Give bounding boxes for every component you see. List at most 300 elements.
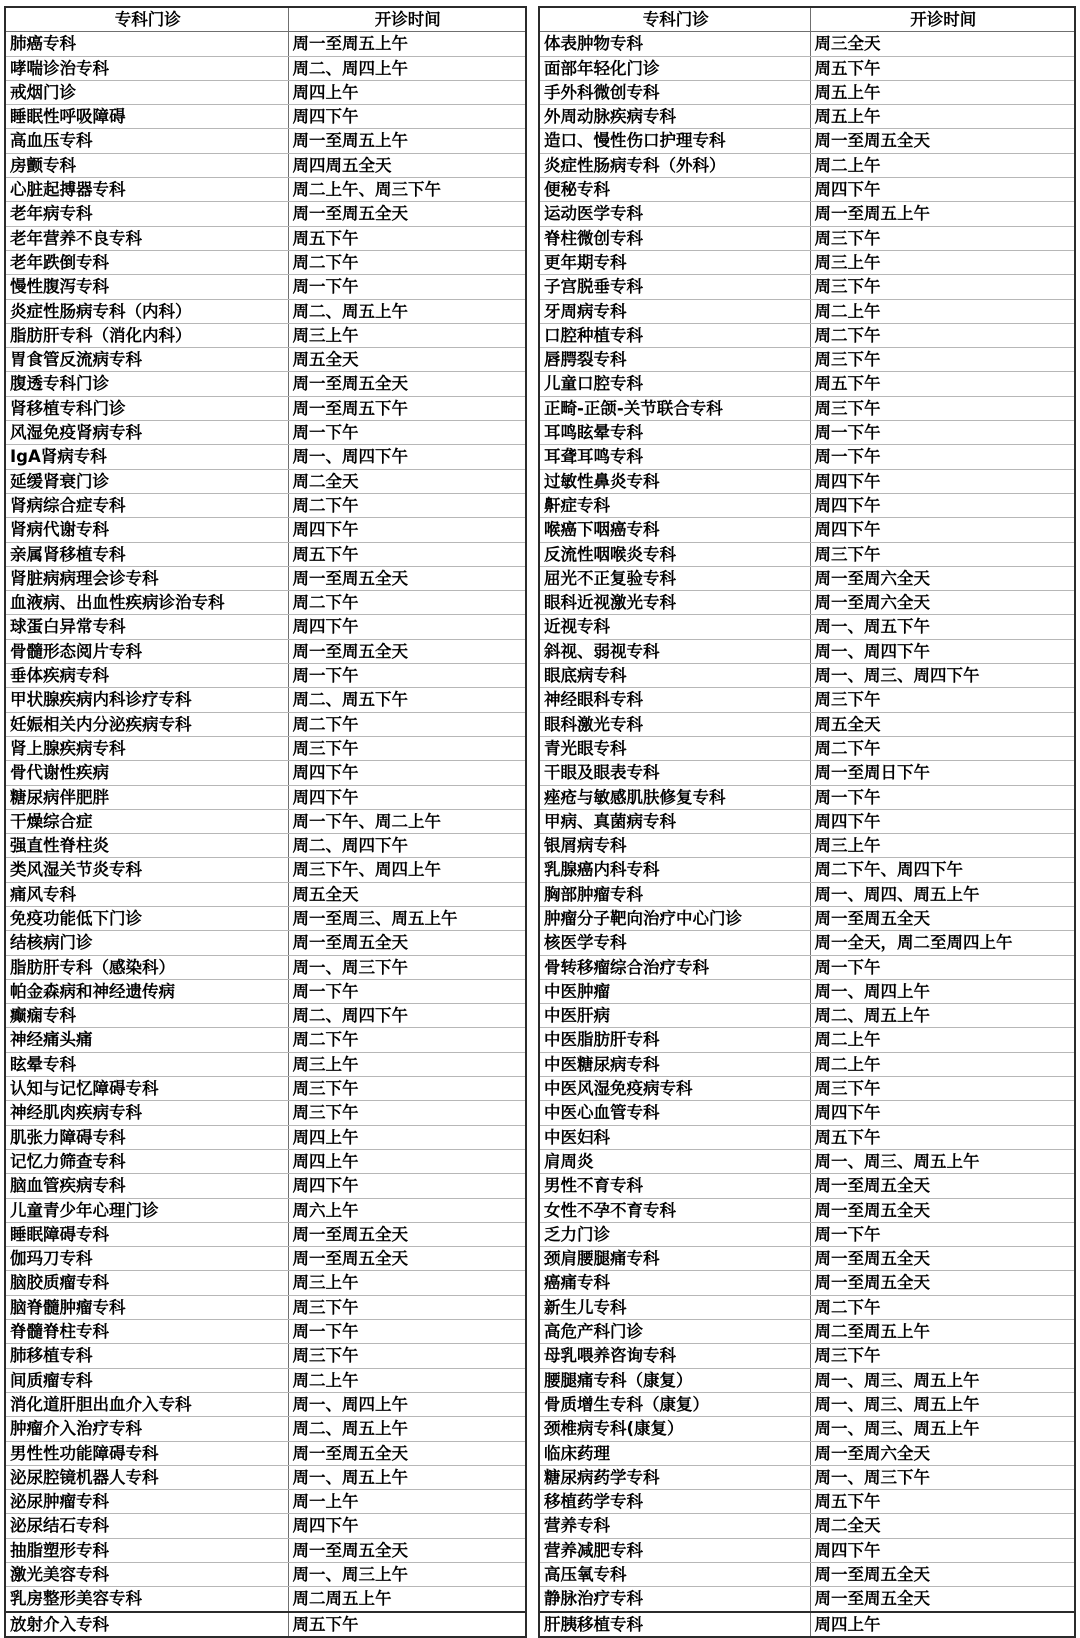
clinic-time-cell: 周五下午 [810,372,1074,396]
clinic-name-cell: 男性不育专科 [540,1174,810,1198]
table-row [540,1441,1074,1465]
clinic-name-cell: 癫痫专科 [6,1004,288,1028]
clinic-time-cell: 周二、周五上午 [288,299,525,323]
left-table-body [6,32,525,1636]
clinic-name-cell: 腹透专科门诊 [6,372,288,396]
clinic-time-cell: 周一下午 [810,1222,1074,1246]
column-header-time: 开诊时间 [288,8,525,32]
clinic-name-cell: 泌尿结石专科 [6,1514,288,1538]
clinic-time-cell: 周二上午 [288,1368,525,1392]
clinic-name-cell: 干燥综合症 [6,809,288,833]
clinic-name-cell: 炎症性肠病专科（内科） [6,299,288,323]
table-row [6,834,525,858]
table-row [540,639,1074,663]
table-row [6,202,525,226]
clinic-time-cell: 周一、周三、周四下午 [810,664,1074,688]
clinic-time-cell: 周三下午 [810,1344,1074,1368]
table-row [6,421,525,445]
table-row [6,1612,525,1636]
table-row [540,1320,1074,1344]
clinic-time-cell: 周一下午 [810,421,1074,445]
clinic-time-cell: 周三上午 [810,834,1074,858]
header-row [540,8,1074,32]
table-row [6,809,525,833]
clinic-name-cell: 肿瘤介入治疗专科 [6,1417,288,1441]
clinic-name-cell: 中医肝病 [540,1004,810,1028]
clinic-name-cell: 间质瘤专科 [6,1368,288,1392]
clinic-time-cell: 周五下午 [288,542,525,566]
clinic-name-cell: 脑胶质瘤专科 [6,1271,288,1295]
clinic-time-cell: 周三上午 [288,323,525,347]
table-row [6,396,525,420]
clinic-name-cell: 肾上腺疾病专科 [6,736,288,760]
clinic-time-cell: 周四下午 [810,518,1074,542]
clinic-time-cell: 周四下午 [810,809,1074,833]
table-row [540,1052,1074,1076]
clinic-name-cell: 耳鸣眩晕专科 [540,421,810,445]
clinic-name-cell: 静脉治疗专科 [540,1587,810,1612]
left-schedule-table [6,8,525,1636]
clinic-name-cell: 老年跌倒专科 [6,250,288,274]
table-row [540,299,1074,323]
table-row [6,1563,525,1587]
clinic-name-cell: 鼾症专科 [540,493,810,517]
clinic-time-cell: 周一至周五全天 [810,906,1074,930]
clinic-time-cell: 周一、周三下午 [810,1465,1074,1489]
clinic-name-cell: 激光美容专科 [6,1563,288,1587]
clinic-time-cell: 周一至周五全天 [810,1271,1074,1295]
clinic-time-cell: 周一至周五全天 [810,129,1074,153]
clinic-name-cell: 中医妇科 [540,1125,810,1149]
clinic-name-cell: 延缓肾衰门诊 [6,469,288,493]
clinic-time-cell: 周二、周四上午 [288,56,525,80]
clinic-time-cell: 周四上午 [288,80,525,104]
table-row [540,275,1074,299]
table-row [6,906,525,930]
clinic-time-cell: 周一下午 [810,785,1074,809]
clinic-time-cell: 周一上午 [288,1490,525,1514]
clinic-name-cell: 慢性腹泻专科 [6,275,288,299]
clinic-time-cell: 周四上午 [810,1612,1074,1636]
table-row [540,1295,1074,1319]
clinic-name-cell: 抽脂塑形专科 [6,1538,288,1562]
table-row [6,323,525,347]
clinic-time-cell: 周二上午、周三下午 [288,178,525,202]
clinic-time-cell: 周四下午 [810,178,1074,202]
clinic-name-cell: 反流性咽喉炎专科 [540,542,810,566]
clinic-name-cell: 眼科近视激光专科 [540,591,810,615]
clinic-time-cell: 周二下午 [810,1295,1074,1319]
clinic-time-cell: 周一、周四下午 [810,639,1074,663]
clinic-name-cell: 营养减肥专科 [540,1538,810,1562]
clinic-time-cell: 周三下午 [288,1295,525,1319]
clinic-name-cell: 眩晕专科 [6,1052,288,1076]
table-row [6,1465,525,1489]
clinic-time-cell: 周一至周六全天 [810,1441,1074,1465]
table-row [540,931,1074,955]
clinic-name-cell: 儿童青少年心理门诊 [6,1198,288,1222]
clinic-time-cell: 周五下午 [288,226,525,250]
table-row [540,615,1074,639]
clinic-name-cell: 高血压专科 [6,129,288,153]
table-row [540,372,1074,396]
clinic-time-cell: 周五下午 [288,1612,525,1636]
clinic-name-cell: 乏力门诊 [540,1222,810,1246]
clinic-name-cell: 喉癌下咽癌专科 [540,518,810,542]
table-row [540,1612,1074,1636]
table-row [540,396,1074,420]
clinic-time-cell: 周三下午 [810,688,1074,712]
clinic-time-cell: 周一、周三、周五上午 [810,1417,1074,1441]
clinic-name-cell: 老年病专科 [6,202,288,226]
table-row [540,1198,1074,1222]
table-row [6,153,525,177]
clinic-name-cell: IgA肾病专科 [6,445,288,469]
table-row [540,955,1074,979]
table-row [540,469,1074,493]
clinic-time-cell: 周四下午 [288,761,525,785]
table-row [6,518,525,542]
clinic-name-cell: 胃食管反流病专科 [6,348,288,372]
clinic-name-cell: 血液病、出血性疾病诊治专科 [6,591,288,615]
clinic-time-cell: 周三下午、周四上午 [288,858,525,882]
clinic-time-cell: 周一至周五全天 [810,1563,1074,1587]
table-row [540,421,1074,445]
clinic-name-cell: 造口、慢性伤口护理专科 [540,129,810,153]
clinic-name-cell: 牙周病专科 [540,299,810,323]
clinic-time-cell: 周一下午 [810,445,1074,469]
clinic-name-cell: 房颤专科 [6,153,288,177]
clinic-time-cell: 周三下午 [288,1101,525,1125]
table-row [6,1222,525,1246]
clinic-name-cell: 儿童口腔专科 [540,372,810,396]
table-row [6,785,525,809]
table-row [540,858,1074,882]
clinic-time-cell: 周三下午 [810,396,1074,420]
clinic-time-cell: 周一至周六全天 [810,566,1074,590]
table-row [540,1392,1074,1416]
table-row [540,202,1074,226]
table-row [540,1271,1074,1295]
table-row [6,299,525,323]
table-row [540,178,1074,202]
table-row [6,1320,525,1344]
clinic-time-cell: 周四下午 [810,1538,1074,1562]
clinic-time-cell: 周四下午 [810,469,1074,493]
table-row [6,1514,525,1538]
clinic-name-cell: 高压氧专科 [540,1563,810,1587]
table-row [6,1538,525,1562]
left-table-header [6,8,525,32]
clinic-time-cell: 周二下午 [288,493,525,517]
table-row [540,809,1074,833]
clinic-name-cell: 外周动脉疾病专科 [540,105,810,129]
table-row [6,1101,525,1125]
clinic-time-cell: 周二、周五上午 [810,1004,1074,1028]
clinic-time-cell: 周一下午、周二上午 [288,809,525,833]
table-row [540,1490,1074,1514]
table-row [6,1125,525,1149]
clinic-name-cell: 中医心血管专科 [540,1101,810,1125]
clinic-name-cell: 肾移植专科门诊 [6,396,288,420]
clinic-name-cell: 脊髓脊柱专科 [6,1320,288,1344]
clinic-name-cell: 青光眼专科 [540,736,810,760]
table-row [6,32,525,56]
clinic-time-cell: 周三上午 [288,1271,525,1295]
clinic-name-cell: 中医风湿免疫病专科 [540,1077,810,1101]
table-row [540,348,1074,372]
clinic-time-cell: 周二、周四下午 [288,1004,525,1028]
clinic-name-cell: 干眼及眼表专科 [540,761,810,785]
clinic-time-cell: 周二下午 [288,591,525,615]
table-row [540,1538,1074,1562]
table-row [540,664,1074,688]
clinic-name-cell: 脑血管疾病专科 [6,1174,288,1198]
table-row [540,882,1074,906]
table-row [540,105,1074,129]
table-row [6,931,525,955]
clinic-time-cell: 周一、周五上午 [288,1465,525,1489]
clinic-name-cell: 消化道肝胆出血介入专科 [6,1392,288,1416]
table-row [540,493,1074,517]
clinic-time-cell: 周二下午、周四下午 [810,858,1074,882]
clinic-time-cell: 周一至周五全天 [810,1587,1074,1612]
table-row [6,761,525,785]
clinic-name-cell: 眼科激光专科 [540,712,810,736]
clinic-name-cell: 体表肿物专科 [540,32,810,56]
table-row [540,906,1074,930]
table-row [6,1247,525,1271]
clinic-time-cell: 周一至周五全天 [288,639,525,663]
table-row [540,1587,1074,1612]
clinic-name-cell: 更年期专科 [540,250,810,274]
table-row [6,250,525,274]
clinic-name-cell: 强直性脊柱炎 [6,834,288,858]
clinic-time-cell: 周四下午 [288,1174,525,1198]
table-row [6,348,525,372]
clinic-time-cell: 周二、周四下午 [288,834,525,858]
table-row [540,32,1074,56]
clinic-name-cell: 男性性功能障碍专科 [6,1441,288,1465]
clinic-name-cell: 唇腭裂专科 [540,348,810,372]
clinic-name-cell: 伽玛刀专科 [6,1247,288,1271]
clinic-name-cell: 肺移植专科 [6,1344,288,1368]
table-row [6,1174,525,1198]
table-row [6,1392,525,1416]
table-row [540,445,1074,469]
table-row [6,1271,525,1295]
clinic-name-cell: 糖尿病药学专科 [540,1465,810,1489]
clinic-name-cell: 肿瘤分子靶向治疗中心门诊 [540,906,810,930]
clinic-time-cell: 周一至周五全天 [288,372,525,396]
table-row [6,1417,525,1441]
clinic-name-cell: 甲病、真菌病专科 [540,809,810,833]
clinic-name-cell: 炎症性肠病专科（外科） [540,153,810,177]
clinic-time-cell: 周一下午 [810,955,1074,979]
clinic-name-cell: 屈光不正复验专科 [540,566,810,590]
clinic-time-cell: 周一、周三下午 [288,955,525,979]
table-row [540,979,1074,1003]
table-row [540,153,1074,177]
table-row [540,323,1074,347]
clinic-name-cell: 肾病综合症专科 [6,493,288,517]
table-row [6,591,525,615]
clinic-time-cell: 周三下午 [810,1077,1074,1101]
clinic-time-cell: 周一至周日下午 [810,761,1074,785]
clinic-name-cell: 肺癌专科 [6,32,288,56]
table-row [540,1125,1074,1149]
clinic-time-cell: 周二下午 [288,250,525,274]
clinic-name-cell: 记忆力筛查专科 [6,1149,288,1173]
table-row [6,1004,525,1028]
clinic-time-cell: 周四下午 [288,615,525,639]
table-row [6,712,525,736]
clinic-time-cell: 周二上午 [810,1028,1074,1052]
clinic-time-cell: 周一至周五全天 [288,202,525,226]
table-row [6,566,525,590]
clinic-time-cell: 周四下午 [810,1101,1074,1125]
table-row [6,1198,525,1222]
clinic-name-cell: 临床药理 [540,1441,810,1465]
clinic-time-cell: 周一至周五下午 [288,396,525,420]
clinic-name-cell: 胸部肿瘤专科 [540,882,810,906]
clinic-time-cell: 周一下午 [288,664,525,688]
clinic-time-cell: 周一下午 [288,979,525,1003]
clinic-name-cell: 颈肩腰腿痛专科 [540,1247,810,1271]
clinic-name-cell: 斜视、弱视专科 [540,639,810,663]
clinic-name-cell: 球蛋白异常专科 [6,615,288,639]
table-row [6,226,525,250]
clinic-time-cell: 周一下午 [288,275,525,299]
clinic-name-cell: 过敏性鼻炎专科 [540,469,810,493]
clinic-name-cell: 骨转移瘤综合治疗专科 [540,955,810,979]
table-row [6,1587,525,1612]
table-row [6,445,525,469]
clinic-time-cell: 周一至周五全天 [810,1174,1074,1198]
clinic-name-cell: 正畸-正颌-关节联合专科 [540,396,810,420]
clinic-time-cell: 周二全天 [810,1514,1074,1538]
clinic-time-cell: 周四下午 [288,1514,525,1538]
clinic-time-cell: 周五上午 [810,80,1074,104]
column-header-clinic: 专科门诊 [540,8,810,32]
clinic-name-cell: 肾脏病病理会诊专科 [6,566,288,590]
clinic-name-cell: 泌尿肿瘤专科 [6,1490,288,1514]
table-row [6,1368,525,1392]
table-row [540,566,1074,590]
table-row [540,1004,1074,1028]
table-row [6,1295,525,1319]
clinic-name-cell: 乳腺癌内科专科 [540,858,810,882]
clinic-name-cell: 痤疮与敏感肌肤修复专科 [540,785,810,809]
table-row [540,1368,1074,1392]
clinic-time-cell: 周五全天 [810,712,1074,736]
clinic-name-cell: 亲属肾移植专科 [6,542,288,566]
right-schedule-table [540,8,1074,1636]
clinic-time-cell: 周二至周五上午 [810,1320,1074,1344]
clinic-time-cell: 周五上午 [810,105,1074,129]
clinic-time-cell: 周五下午 [810,1490,1074,1514]
clinic-name-cell: 中医脂肪肝专科 [540,1028,810,1052]
clinic-time-cell: 周四上午 [288,1125,525,1149]
clinic-time-cell: 周二全天 [288,469,525,493]
clinic-time-cell: 周二、周五上午 [288,1417,525,1441]
table-row [6,688,525,712]
table-row [6,736,525,760]
clinic-name-cell: 神经肌肉疾病专科 [6,1101,288,1125]
clinic-name-cell: 肾病代谢专科 [6,518,288,542]
clinic-time-cell: 周一、周三、周五上午 [810,1149,1074,1173]
table-row [6,469,525,493]
clinic-time-cell: 周一、周四下午 [288,445,525,469]
left-schedule-table-container [4,6,527,1638]
clinic-time-cell: 周二下午 [810,736,1074,760]
clinic-time-cell: 周三下午 [288,736,525,760]
clinic-time-cell: 周一、周三上午 [288,1563,525,1587]
table-row [540,1465,1074,1489]
clinic-name-cell: 中医糖尿病专科 [540,1052,810,1076]
clinic-time-cell: 周五全天 [288,882,525,906]
clinic-name-cell: 神经痛头痛 [6,1028,288,1052]
clinic-name-cell: 便秘专科 [540,178,810,202]
clinic-name-cell: 中医肿瘤 [540,979,810,1003]
clinic-name-cell: 营养专科 [540,1514,810,1538]
table-row [6,372,525,396]
table-row [6,178,525,202]
clinic-name-cell: 认知与记忆障碍专科 [6,1077,288,1101]
table-row [540,80,1074,104]
table-row [6,882,525,906]
clinic-time-cell: 周一至周五全天 [288,1222,525,1246]
clinic-name-cell: 近视专科 [540,615,810,639]
clinic-name-cell: 口腔种植专科 [540,323,810,347]
clinic-time-cell: 周一至周五全天 [288,1441,525,1465]
clinic-name-cell: 肌张力障碍专科 [6,1125,288,1149]
table-row [540,129,1074,153]
table-row [6,105,525,129]
clinic-name-cell: 痛风专科 [6,882,288,906]
clinic-time-cell: 周二上午 [810,1052,1074,1076]
clinic-time-cell: 周一至周五全天 [288,566,525,590]
clinic-time-cell: 周一至周五全天 [810,1247,1074,1271]
clinic-time-cell: 周一至周三、周五上午 [288,906,525,930]
table-row [6,1344,525,1368]
clinic-name-cell: 类风湿关节炎专科 [6,858,288,882]
clinic-time-cell: 周一、周三、周五上午 [810,1392,1074,1416]
clinic-time-cell: 周一、周五下午 [810,615,1074,639]
clinic-name-cell: 母乳喂养咨询专科 [540,1344,810,1368]
table-row [540,1344,1074,1368]
table-row [540,591,1074,615]
clinic-time-cell: 周一全天，周二至周四上午 [810,931,1074,955]
table-row [6,858,525,882]
clinic-name-cell: 面部年轻化门诊 [540,56,810,80]
clinic-name-cell: 哮喘诊治专科 [6,56,288,80]
clinic-name-cell: 银屑病专科 [540,834,810,858]
table-row [540,1222,1074,1246]
clinic-time-cell: 周三下午 [810,542,1074,566]
clinic-time-cell: 周六上午 [288,1198,525,1222]
clinic-time-cell: 周一至周五上午 [288,32,525,56]
clinic-name-cell: 老年营养不良专科 [6,226,288,250]
clinic-time-cell: 周五全天 [288,348,525,372]
table-row [540,1174,1074,1198]
clinic-name-cell: 脂肪肝专科（消化内科） [6,323,288,347]
clinic-name-cell: 颈椎病专科(康复） [540,1417,810,1441]
clinic-name-cell: 核医学专科 [540,931,810,955]
table-row [540,834,1074,858]
table-row [540,1149,1074,1173]
table-row [6,664,525,688]
